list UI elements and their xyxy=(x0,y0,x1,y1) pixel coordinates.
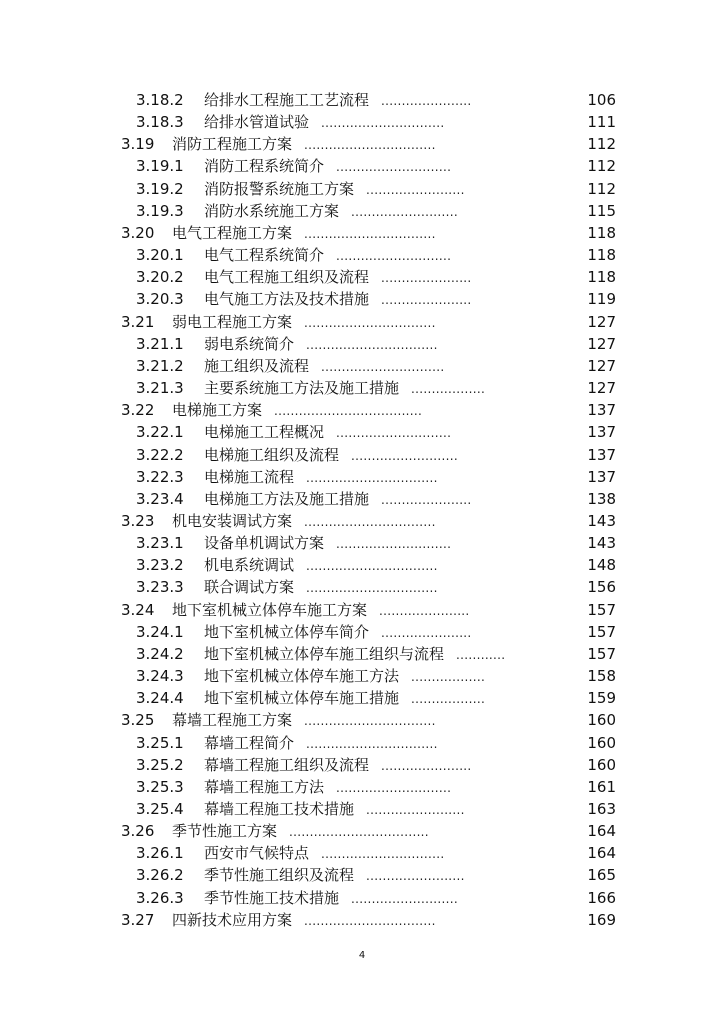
toc-subsection-row[interactable] xyxy=(0,798,724,820)
toc-dot-leader: ...................... xyxy=(381,492,472,507)
toc-dot-leader: .................................... xyxy=(274,404,423,419)
toc-entry-number: 3.27 xyxy=(121,910,155,929)
toc-subsection-row[interactable] xyxy=(0,111,724,133)
toc-page-number: 169 xyxy=(587,910,616,929)
toc-entry-number: 3.23 xyxy=(121,511,155,530)
toc-subsection-row[interactable] xyxy=(0,355,724,377)
toc-subsection-row[interactable] xyxy=(0,377,724,399)
toc-dot-leader: ...................... xyxy=(381,94,472,108)
toc-dot-leader: .................................. xyxy=(289,825,429,840)
toc-entry-number: 3.21.3 xyxy=(136,379,184,398)
toc-entry-title: 机电系统调试 xyxy=(204,556,295,575)
toc-entry-number: 3.25.2 xyxy=(136,755,184,774)
toc-subsection-row[interactable] xyxy=(0,244,724,266)
toc-entry-title-group xyxy=(172,909,436,932)
toc-entry-title: 主要系统施工方法及施工措施 xyxy=(204,379,400,398)
toc-entry-title-group xyxy=(204,444,458,467)
toc-entry-title: 幕墙工程简介 xyxy=(204,733,295,752)
toc-section-row[interactable] xyxy=(0,399,724,421)
toc-entry-title-group xyxy=(204,754,472,777)
toc-page-number: 159 xyxy=(587,689,616,708)
toc-entry-number: 3.22.3 xyxy=(136,467,184,486)
toc-subsection-row[interactable] xyxy=(0,732,724,754)
toc-entry-title: 设备单机调试方案 xyxy=(204,534,325,553)
toc-entry-number: 3.26.1 xyxy=(136,844,184,863)
toc-entry-number: 3.20.1 xyxy=(136,246,184,265)
toc-entry-title: 幕墙工程施工方法 xyxy=(204,777,325,796)
toc-entry-title-group xyxy=(204,466,438,489)
toc-entry-title: 电气工程系统简介 xyxy=(204,246,325,265)
toc-dot-leader: ...................... xyxy=(381,758,472,773)
toc-subsection-row[interactable] xyxy=(0,488,724,510)
toc-subsection-row[interactable] xyxy=(0,444,724,466)
toc-entry-number: 3.24.1 xyxy=(136,622,184,641)
toc-page-number: 157 xyxy=(587,622,616,641)
toc-dot-leader: ................................ xyxy=(306,337,438,352)
toc-entry-title: 给排水工程施工工艺流程 xyxy=(204,91,370,109)
toc-entry-title: 地下室机械立体停车施工方案 xyxy=(172,600,368,619)
toc-entry-title: 电梯施工流程 xyxy=(204,467,295,486)
toc-page-number: 137 xyxy=(587,445,616,464)
toc-entry-number: 3.26 xyxy=(121,822,155,841)
toc-entry-title: 消防工程系统简介 xyxy=(204,157,325,176)
toc-subsection-row[interactable] xyxy=(0,842,724,864)
toc-section-row[interactable] xyxy=(0,510,724,532)
toc-entry-title-group xyxy=(204,111,444,134)
toc-entry-title-group xyxy=(204,687,485,710)
toc-page-number: 118 xyxy=(587,268,616,287)
toc-dot-leader: ............................ xyxy=(336,780,452,795)
toc-page-number: 138 xyxy=(587,489,616,508)
toc-entry-title-group xyxy=(204,776,451,799)
toc-subsection-row[interactable] xyxy=(0,89,724,111)
toc-subsection-row[interactable] xyxy=(0,554,724,576)
toc-subsection-row[interactable] xyxy=(0,776,724,798)
toc-entry-title: 消防水系统施工方案 xyxy=(204,201,340,220)
toc-entry-title: 地下室机械立体停车施工措施 xyxy=(204,689,400,708)
toc-entry-title-group xyxy=(204,576,438,599)
toc-entry-title-group xyxy=(204,532,451,555)
toc-entry-title: 幕墙工程施工组织及流程 xyxy=(204,755,370,774)
toc-subsection-row[interactable] xyxy=(0,333,724,355)
toc-entry-number: 3.22.2 xyxy=(136,445,184,464)
toc-entry-number: 3.24.3 xyxy=(136,667,184,686)
toc-page-number: 161 xyxy=(587,777,616,796)
toc-entry-title-group xyxy=(204,798,465,821)
toc-dot-leader: ...................... xyxy=(381,625,472,640)
toc-page-number: 127 xyxy=(587,379,616,398)
toc-page-number: 127 xyxy=(587,334,616,353)
toc-entry-title: 西安市气候特点 xyxy=(204,844,310,863)
toc-entry-title-group xyxy=(172,399,422,422)
toc-subsection-row[interactable] xyxy=(0,532,724,554)
toc-entry-number: 3.21.2 xyxy=(136,356,184,375)
toc-page-number: 106 xyxy=(587,91,616,109)
toc-entry-title: 消防工程施工方案 xyxy=(172,135,293,154)
toc-entry-number: 3.26.2 xyxy=(136,866,184,885)
toc-entry-title-group xyxy=(204,621,472,644)
toc-entry-number: 3.25.4 xyxy=(136,800,184,818)
toc-entry-title-group xyxy=(172,311,436,334)
toc-page-number: 157 xyxy=(587,600,616,619)
toc-entry-title-group xyxy=(172,133,436,156)
toc-page-number: 163 xyxy=(587,800,616,818)
toc-dot-leader: ................................ xyxy=(304,315,436,330)
toc-entry-title: 给排水管道试验 xyxy=(204,113,310,132)
toc-entry-title: 弱电工程施工方案 xyxy=(172,312,293,331)
toc-entry-title: 幕墙工程施工技术措施 xyxy=(204,800,355,818)
toc-dot-leader: ................................ xyxy=(306,581,438,596)
toc-subsection-row[interactable] xyxy=(0,178,724,200)
table-of-contents xyxy=(0,89,724,931)
toc-dot-leader: ................................ xyxy=(306,736,438,751)
toc-page-number: 118 xyxy=(587,223,616,242)
toc-entry-number: 3.23.3 xyxy=(136,578,184,597)
toc-entry-title: 地下室机械立体停车施工方法 xyxy=(204,667,400,686)
toc-entry-title-group xyxy=(204,288,472,311)
toc-subsection-row[interactable] xyxy=(0,887,724,909)
toc-entry-title: 季节性施工技术措施 xyxy=(204,888,340,907)
toc-page-number: 127 xyxy=(587,312,616,331)
toc-entry-title: 电梯施工组织及流程 xyxy=(204,445,340,464)
toc-subsection-row[interactable] xyxy=(0,288,724,310)
toc-entry-title-group xyxy=(172,510,436,533)
toc-entry-number: 3.20.2 xyxy=(136,268,184,287)
toc-entry-number: 3.24 xyxy=(121,600,155,619)
toc-subsection-row[interactable] xyxy=(0,621,724,643)
toc-entry-title-group xyxy=(172,599,470,622)
toc-page-number: 148 xyxy=(587,556,616,575)
toc-entry-title: 季节性施工方案 xyxy=(172,822,278,841)
toc-dot-leader: .............................. xyxy=(321,359,445,374)
toc-entry-title-group xyxy=(204,643,505,666)
toc-entry-title-group xyxy=(204,155,451,178)
toc-subsection-row[interactable] xyxy=(0,421,724,443)
toc-entry-title-group xyxy=(172,222,436,245)
toc-dot-leader: ........................ xyxy=(366,869,465,884)
toc-section-row[interactable] xyxy=(0,709,724,731)
toc-page-number: 160 xyxy=(587,755,616,774)
toc-entry-number: 3.23.4 xyxy=(136,489,184,508)
toc-dot-leader: ............................ xyxy=(336,249,452,264)
toc-page-number: 158 xyxy=(587,667,616,686)
toc-dot-leader: ............................ xyxy=(336,537,452,552)
toc-entry-title: 弱电系统简介 xyxy=(204,334,295,353)
toc-entry-number: 3.20 xyxy=(121,223,155,242)
toc-dot-leader: ................................ xyxy=(304,514,436,529)
toc-entry-number: 3.23.1 xyxy=(136,534,184,553)
toc-entry-title-group xyxy=(204,244,451,267)
toc-entry-number: 3.19 xyxy=(121,135,155,154)
toc-page-number: 137 xyxy=(587,423,616,442)
toc-entry-number: 3.21 xyxy=(121,312,155,331)
toc-entry-number: 3.24.2 xyxy=(136,644,184,663)
toc-page-number: 137 xyxy=(587,401,616,420)
toc-page-number: 160 xyxy=(587,711,616,730)
toc-entry-number: 3.19.1 xyxy=(136,157,184,176)
toc-dot-leader: .............................. xyxy=(321,116,445,131)
toc-entry-number: 3.19.2 xyxy=(136,179,184,198)
toc-subsection-row[interactable] xyxy=(0,687,724,709)
toc-section-row[interactable] xyxy=(0,222,724,244)
toc-entry-title-group xyxy=(204,554,438,577)
toc-entry-title-group xyxy=(204,266,472,289)
toc-entry-number: 3.25.1 xyxy=(136,733,184,752)
toc-page-number: 115 xyxy=(587,201,616,220)
toc-entry-title: 施工组织及流程 xyxy=(204,356,310,375)
toc-entry-title-group xyxy=(172,820,429,843)
toc-page-number: 143 xyxy=(587,534,616,553)
toc-entry-title-group xyxy=(204,887,458,910)
toc-subsection-row[interactable] xyxy=(0,266,724,288)
toc-subsection-row[interactable] xyxy=(0,155,724,177)
toc-page-number: 160 xyxy=(587,733,616,752)
toc-entry-title: 电气工程施工方案 xyxy=(172,223,293,242)
toc-page-number: 119 xyxy=(587,290,616,309)
toc-entry-number: 3.21.1 xyxy=(136,334,184,353)
toc-dot-leader: ................................ xyxy=(304,138,436,153)
toc-entry-title-group xyxy=(172,709,436,732)
toc-entry-title: 地下室机械立体停车简介 xyxy=(204,622,370,641)
toc-section-row[interactable] xyxy=(0,820,724,842)
toc-entry-number: 3.26.3 xyxy=(136,888,184,907)
toc-entry-title-group xyxy=(204,864,465,887)
toc-entry-title: 地下室机械立体停车施工组织与流程 xyxy=(204,644,445,663)
toc-subsection-row[interactable] xyxy=(0,576,724,598)
toc-page-number: 118 xyxy=(587,246,616,265)
toc-entry-number: 3.22.1 xyxy=(136,423,184,442)
toc-entry-number: 3.24.4 xyxy=(136,689,184,708)
page-footer-number: 4 xyxy=(358,950,366,961)
toc-entry-number: 3.18.3 xyxy=(136,113,184,132)
toc-entry-title-group xyxy=(204,732,438,755)
toc-page-number: 137 xyxy=(587,467,616,486)
toc-dot-leader: ............ xyxy=(456,647,506,662)
toc-dot-leader: ................................ xyxy=(306,470,438,485)
toc-subsection-row[interactable] xyxy=(0,466,724,488)
toc-entry-title: 季节性施工组织及流程 xyxy=(204,866,355,885)
toc-dot-leader: ................................ xyxy=(304,913,436,928)
toc-entry-number: 3.20.3 xyxy=(136,290,184,309)
toc-entry-title-group xyxy=(204,89,472,112)
toc-page-number: 112 xyxy=(587,179,616,198)
toc-dot-leader: ............................ xyxy=(336,160,452,175)
toc-entry-number: 3.19.3 xyxy=(136,201,184,220)
toc-entry-title-group xyxy=(204,377,485,400)
toc-entry-title: 联合调试方案 xyxy=(204,578,295,597)
toc-entry-number: 3.25.3 xyxy=(136,777,184,796)
toc-page-number: 111 xyxy=(587,113,616,132)
toc-dot-leader: ................................ xyxy=(304,226,436,241)
toc-entry-title-group xyxy=(204,488,472,511)
toc-entry-title: 电梯施工工程概况 xyxy=(204,423,325,442)
toc-entry-number: 3.23.2 xyxy=(136,556,184,575)
toc-page-number: 165 xyxy=(587,866,616,885)
toc-entry-title: 机电安装调试方案 xyxy=(172,511,293,530)
toc-dot-leader: ...................... xyxy=(381,293,472,308)
toc-dot-leader: ................................ xyxy=(304,714,436,729)
toc-section-row[interactable] xyxy=(0,133,724,155)
toc-dot-leader: .............................. xyxy=(321,847,445,862)
toc-entry-number: 3.25 xyxy=(121,711,155,730)
toc-subsection-row[interactable] xyxy=(0,864,724,886)
toc-entry-title-group xyxy=(204,333,438,356)
toc-page-number: 112 xyxy=(587,157,616,176)
toc-entry-title: 电梯施工方案 xyxy=(172,401,263,420)
toc-subsection-row[interactable] xyxy=(0,200,724,222)
toc-entry-title-group xyxy=(204,842,444,865)
toc-dot-leader: ................................ xyxy=(306,559,438,574)
toc-dot-leader: ...................... xyxy=(379,603,470,618)
toc-entry-number: 3.18.2 xyxy=(136,91,184,109)
toc-dot-leader: .......................... xyxy=(351,448,458,463)
toc-page-number: 164 xyxy=(587,822,616,841)
toc-entry-title: 电梯施工方法及施工措施 xyxy=(204,489,370,508)
toc-section-row[interactable] xyxy=(0,599,724,621)
toc-subsection-row[interactable] xyxy=(0,754,724,776)
toc-dot-leader: ........................ xyxy=(366,182,465,197)
toc-entry-number: 3.22 xyxy=(121,401,155,420)
toc-dot-leader: .......................... xyxy=(351,204,458,219)
toc-page-number: 143 xyxy=(587,511,616,530)
toc-page-number: 157 xyxy=(587,644,616,663)
toc-entry-title: 幕墙工程施工方案 xyxy=(172,711,293,730)
toc-dot-leader: .......................... xyxy=(351,891,458,906)
toc-entry-title-group xyxy=(204,421,451,444)
toc-entry-title-group xyxy=(204,178,465,201)
toc-page-number: 156 xyxy=(587,578,616,597)
toc-entry-title-group xyxy=(204,200,458,223)
toc-dot-leader: ...................... xyxy=(381,271,472,286)
toc-section-row[interactable] xyxy=(0,311,724,333)
toc-page-number: 127 xyxy=(587,356,616,375)
toc-entry-title: 电气工程施工组织及流程 xyxy=(204,268,370,287)
toc-dot-leader: .................. xyxy=(411,670,486,685)
toc-entry-title: 消防报警系统施工方案 xyxy=(204,179,355,198)
toc-section-row[interactable] xyxy=(0,909,724,931)
toc-page-number: 112 xyxy=(587,135,616,154)
toc-page-number: 164 xyxy=(587,844,616,863)
toc-page-number: 166 xyxy=(587,888,616,907)
toc-entry-title-group xyxy=(204,665,485,688)
toc-subsection-row[interactable] xyxy=(0,665,724,687)
toc-entry-title-group xyxy=(204,355,444,378)
toc-entry-title: 四新技术应用方案 xyxy=(172,910,293,929)
toc-dot-leader: ........................ xyxy=(366,803,465,817)
toc-dot-leader: .................. xyxy=(411,382,486,397)
toc-dot-leader: ............................ xyxy=(336,426,452,441)
toc-subsection-row[interactable] xyxy=(0,643,724,665)
toc-dot-leader: .................. xyxy=(411,692,486,707)
toc-entry-title: 电气施工方法及技术措施 xyxy=(204,290,370,309)
